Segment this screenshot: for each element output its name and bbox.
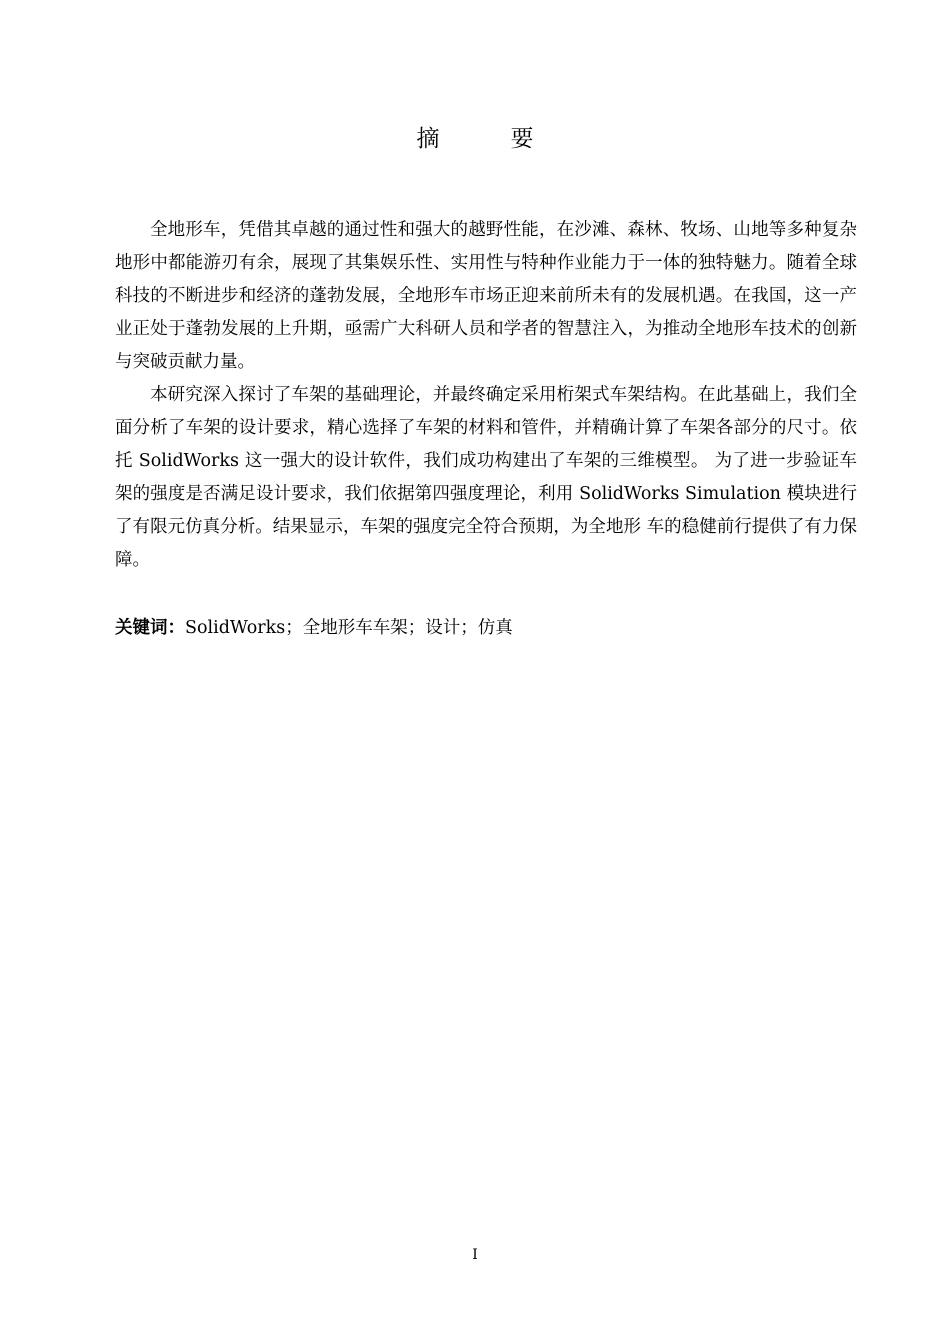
abstract-paragraph-2: 本研究深入探讨了车架的基础理论，并最终确定采用桁架式车架结构。在此基础上，我们全面分析了车架的设计要求，精心选择了车架的材料和管件，并精确计算了车架各部分的尺寸。依托 SolidWorks 这一强大的设计软件，我们成功构建出了车架的三维模型。 为了进一步验证车架的强度是否满足设计要求，我们依据第四强度理论，利用 SolidWorks Simulation 模块进行了有限元仿真分析。结果显示，车架的强度完全符合预期，为全地形 车的稳健前行提供了有力保障。: [115, 385, 857, 570]
keywords-line: [115, 612, 857, 645]
page-number: I: [472, 1247, 478, 1263]
abstract-body: [115, 214, 857, 577]
keywords-label: 关键词：: [115, 618, 185, 638]
abstract-paragraph-1: 全地形车，凭借其卓越的通过性和强大的越野性能，在沙滩、森林、牧场、山地等多种复杂地形中都能游刃有余，展现了其集娱乐性、实用性与特种作业能力于一体的独特魅力。随着全球科技的不断进步和经济的蓬勃发展，全地形车市场正迎来前所未有的发展机遇。在我国，这一产业正处于蓬勃发展的上升期，亟需广大科研人员和学者的智慧注入，为推动全地形车技术的创新与突破贡献力量。: [115, 220, 857, 372]
keywords-value: SolidWorks；全地形车车架；设计；仿真: [185, 618, 513, 638]
abstract-title: 摘 要: [416, 126, 558, 152]
